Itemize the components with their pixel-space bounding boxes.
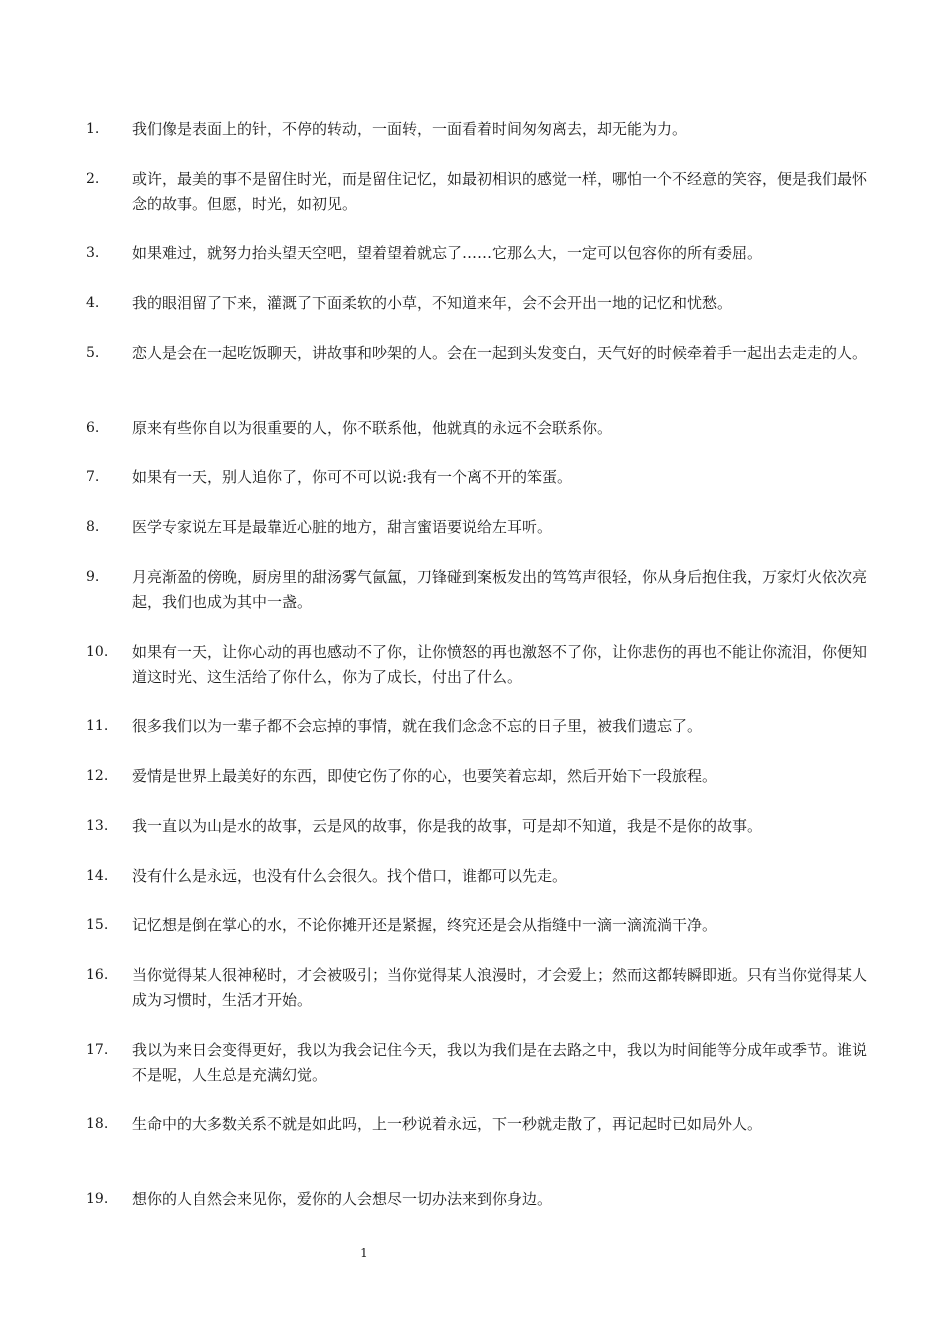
list-item bbox=[86, 864, 876, 889]
list-item bbox=[86, 913, 876, 938]
list-item bbox=[86, 416, 876, 441]
item-text: 恋人是会在一起吃饭聊天，讲故事和吵架的人。会在一起到头发变白，天气好的时候牵着手一起出去走走的人。 bbox=[132, 344, 868, 362]
list-item bbox=[86, 465, 876, 490]
item-text: 如果有一天，让你心动的再也感动不了你，让你愤怒的再也激怒不了你，让你悲伤的再也不能让你流泪，你便知道这时光、这生活给了你什么，你为了成长，付出了什么。 bbox=[132, 643, 868, 686]
item-number: 3. bbox=[86, 245, 100, 261]
item-number: 2. bbox=[86, 171, 100, 187]
item-text: 医学专家说左耳是最靠近心脏的地方，甜言蜜语要说给左耳听。 bbox=[132, 518, 553, 536]
item-text: 我们像是表面上的针，不停的转动，一面转，一面看着时间匆匆离去，却无能为力。 bbox=[132, 120, 688, 138]
item-number: 9. bbox=[86, 569, 100, 585]
item-number: 17. bbox=[86, 1042, 109, 1058]
item-text: 很多我们以为一辈子都不会忘掉的事情，就在我们念念不忘的日子里，被我们遗忘了。 bbox=[132, 717, 703, 735]
item-text: 生命中的大多数关系不就是如此吗，上一秒说着永远，下一秒就走散了，再记起时已如局外人。 bbox=[132, 1115, 763, 1133]
item-number: 15. bbox=[86, 917, 109, 933]
item-number: 16. bbox=[86, 967, 109, 983]
item-number: 1. bbox=[86, 121, 100, 137]
item-text: 原来有些你自以为很重要的人，你不联系他，他就真的永远不会联系你。 bbox=[132, 419, 613, 437]
list-item bbox=[86, 814, 876, 839]
item-text: 月亮渐盈的傍晚，厨房里的甜汤雾气氤氲，刀锋碰到案板发出的笃笃声很轻，你从身后抱住我，万家灯火依次亮起，我们也成为其中一盏。 bbox=[132, 568, 868, 611]
item-text: 记忆想是倒在掌心的水，不论你摊开还是紧握，终究还是会从指缝中一滴一滴流淌干净。 bbox=[132, 916, 718, 934]
item-text: 如果有一天，别人追你了，你可不可以说:我有一个离不开的笨蛋。 bbox=[132, 468, 573, 486]
item-number: 5. bbox=[86, 345, 100, 361]
item-number: 7. bbox=[86, 469, 100, 485]
item-text: 想你的人自然会来见你，爱你的人会想尽一切办法来到你身边。 bbox=[132, 1190, 553, 1208]
item-text: 爱情是世界上最美好的东西，即使它伤了你的心，也要笑着忘却，然后开始下一段旅程。 bbox=[132, 767, 718, 785]
list-item bbox=[86, 963, 876, 1013]
item-number: 12. bbox=[86, 768, 109, 784]
list-item bbox=[86, 565, 876, 615]
list-item bbox=[86, 1038, 876, 1088]
item-number: 14. bbox=[86, 868, 109, 884]
list-item bbox=[86, 341, 876, 366]
item-number: 18. bbox=[86, 1116, 109, 1132]
item-number: 19. bbox=[86, 1191, 109, 1207]
list-item bbox=[86, 1187, 876, 1212]
item-text: 我以为来日会变得更好，我以为我会记住今天，我以为我们是在去路之中，我以为时间能等分成年或季节。谁说不是呢，人生总是充满幻觉。 bbox=[132, 1041, 868, 1084]
list-item bbox=[86, 515, 876, 540]
list-item bbox=[86, 714, 876, 739]
item-number: 10. bbox=[86, 644, 109, 660]
item-text: 我一直以为山是水的故事，云是风的故事，你是我的故事，可是却不知道，我是不是你的故事。 bbox=[132, 817, 763, 835]
item-text: 如果难过，就努力抬头望天空吧，望着望着就忘了……它那么大，一定可以包容你的所有委屈。 bbox=[132, 244, 763, 262]
list-item bbox=[86, 640, 876, 690]
item-number: 6. bbox=[86, 420, 100, 436]
item-text: 我的眼泪留了下来，灌溉了下面柔软的小草，不知道来年，会不会开出一地的记忆和忧愁。 bbox=[132, 294, 733, 312]
item-text: 没有什么是永远，也没有什么会很久。找个借口，谁都可以先走。 bbox=[132, 867, 568, 885]
list-item bbox=[86, 241, 876, 266]
item-text: 当你觉得某人很神秘时，才会被吸引；当你觉得某人浪漫时，才会爱上；然而这都转瞬即逝。只有当你觉得某人成为习惯时，生活才开始。 bbox=[132, 966, 868, 1009]
list-item bbox=[86, 117, 876, 142]
page-number: 1 bbox=[360, 1246, 368, 1260]
item-number: 11. bbox=[86, 718, 109, 734]
list-item bbox=[86, 167, 876, 217]
item-number: 4. bbox=[86, 295, 100, 311]
list-item bbox=[86, 1112, 876, 1137]
list-item bbox=[86, 764, 876, 789]
item-number: 8. bbox=[86, 519, 100, 535]
list-item bbox=[86, 291, 876, 316]
item-text: 或许，最美的事不是留住时光，而是留住记忆，如最初相识的感觉一样，哪怕一个不经意的笑容，便是我们最怀念的故事。但愿，时光，如初见。 bbox=[132, 170, 868, 213]
item-number: 13. bbox=[86, 818, 109, 834]
